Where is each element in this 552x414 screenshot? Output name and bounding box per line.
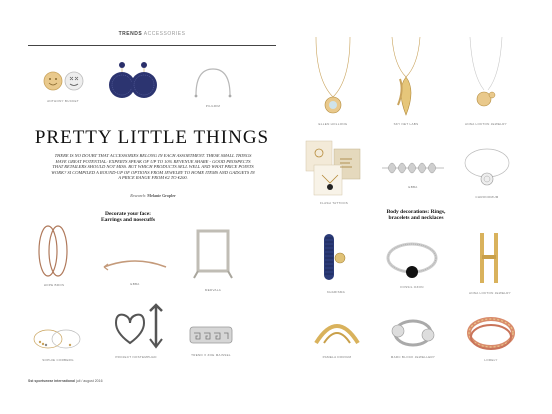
product-caption: SKY NET LABS [393,122,419,126]
greek-ring-image [184,319,239,351]
bracelets-image [30,321,85,356]
byline [50,193,256,198]
product-caption: SOPHIE CORBERG [42,358,74,362]
leaf-pendant-image [384,35,429,120]
byline-name: Melanie Gropler [147,193,176,198]
product-bead-bangle[interactable] [382,238,442,289]
footer-issue: juli / august 2016 [76,379,103,383]
product-caption: FLASH TATTOOS [319,201,348,205]
product-beaded-bracelet[interactable] [316,228,356,294]
wrap-ring-image [386,313,441,353]
product-leaf-pendant[interactable] [384,35,429,126]
bar-cuff-image [470,229,510,289]
product-stacked-bracelets[interactable] [464,311,519,362]
left-page [28,31,276,383]
heart-arrow-image [106,303,166,353]
right-page [276,33,524,379]
subsection-name: ACCESSORIES [143,31,186,37]
product-arrow-cuff[interactable] [100,251,170,286]
product-caption: PILGRIM [205,104,221,108]
product-caption: KHARISMA [326,290,346,294]
product-caption: ANNA LOKTON JEWELRY [465,122,507,126]
product-caption: ANNA LOKTON JEWELRY [469,291,511,295]
product-hoop-earrings[interactable] [34,221,74,287]
product-bar-cuff[interactable] [469,229,511,295]
bead-bangle-image [382,238,442,283]
leaf-bracelet-image [378,153,448,183]
product-coin-necklace[interactable] [464,35,509,126]
product-caption: LORELY [484,358,498,362]
product-greek-ring[interactable] [184,319,239,357]
product-caption: PAMELA DORIUM [322,355,352,359]
section-label [28,31,276,37]
smiley-earrings-image [36,63,91,98]
coin-necklace-image [464,35,509,120]
product-smiley-earrings[interactable] [36,63,91,103]
intro-text: THERE IS NO DOUBT THAT ACCESSORIES BELONG IN EACH ASSORTMENT. THESE SMALL THINGS HAVE GREAT POTENTIAL: EXPERTS SPEAK OF UP TO 10% REVENUE SHARE - GOOD PROSPECTS THAT RETAILERS SHOULD NOT MISS. BUT WHICH PRODUCTS SELL WELL AND WHAT PRICE POINTS WORK? SI COMPILED A ROUND-UP OF OPTIONS FROM JEWELRY TO HOME ITEMS AND GADGETS IN A PRICE RANGE FROM €2 TO €200. [51,153,255,180]
product-caption: HOPE BROS [43,283,65,287]
charm-bracelet-image [460,143,515,193]
headline: PRETTY LITTLE THINGS [34,127,270,148]
section-name: TRENDS [118,31,143,37]
pendant-necklace-image [308,35,358,120]
product-caption: ANTHONY BUCKET [47,99,79,103]
product-caption: ELLEN HOLLONG [318,122,348,126]
product-heart-arrow-rings[interactable] [106,303,166,359]
footer [28,379,103,383]
product-caption: EBBA [408,185,418,189]
filigree-earrings-image [108,59,158,114]
beaded-bracelet-image [316,228,356,288]
product-caption: TREND X ZOE MAISSEL [191,353,231,357]
section-rule [28,45,276,46]
product-gold-cuff[interactable] [310,313,365,359]
sidehead-body: Body decorations: Rings, bracelets and necklaces [386,209,446,221]
product-caption: MARC BLOCK JEWELLERY [390,355,436,359]
product-wire-bracelets[interactable] [30,321,85,362]
product-charm-bracelet[interactable] [460,143,515,199]
footer-brand: Sst sportswear international [28,379,76,383]
stacked-bracelets-image [464,311,519,356]
product-caption: CHRONOMUM [475,195,499,199]
arrow-cuff-image [100,251,170,281]
product-caption: FOSSIL OZON [400,285,424,289]
cuff-image [186,63,241,103]
product-pendant-necklace-gold[interactable] [308,35,358,126]
product-caption: MEDVALA [204,288,222,292]
product-leaf-bracelet[interactable] [378,153,448,189]
product-silver-wrap-ring[interactable] [386,313,441,359]
hoop-earrings-image [34,221,74,281]
product-caption: EBBA [130,282,140,286]
square-ring-image [188,226,238,286]
product-caption: PROJECT NOSTEMPHAD [115,355,157,359]
product-flash-tattoos[interactable] [304,139,364,205]
flash-tattoos-image [304,139,364,199]
product-nose-cuff[interactable] [186,63,241,108]
product-blue-filigree-earrings[interactable] [108,59,158,114]
product-square-ring[interactable] [188,226,238,292]
byline-prefix: Research: [130,193,147,198]
gold-cuff-image [310,313,365,353]
sidehead-face: Decorate your face: Earrings and nosecuffs [100,211,156,223]
